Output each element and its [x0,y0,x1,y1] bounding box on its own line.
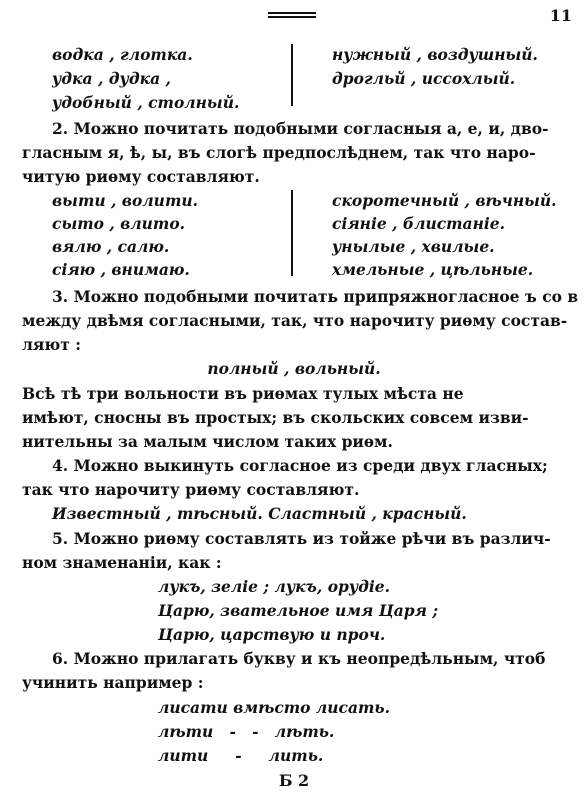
column-divider-1 [291,44,293,106]
paragraph-line: имѣют, сносны въ простых; въ скольских совсем изви- [22,408,529,427]
word-pair-left: сiяю , внимаю. [52,260,190,279]
word-pair-right: дрогльй , иссохлый. [332,69,516,88]
paragraph-line: 2. Можно почитать подобными согласныя а, е, и, дво- [52,119,549,138]
example-line: Известный , тѣсный. Сластный , красный. [52,504,467,523]
paragraph-line: 5. Можно риѳму составлять из тойже рѣчи въ различ- [52,529,551,548]
paragraph-line: 3. Можно подобными почитать припряжногласное ъ со в [52,287,579,306]
paragraph-line: 4. Можно выкинуть согласное из среди двух гласных; [52,456,548,475]
example-line: полный , вольный. [207,359,381,378]
word-pair-left: вялю , салю. [52,237,170,256]
word-pair-left: водка , глотка. [52,45,193,64]
paragraph-line: Всѣ тѣ три вольности въ риѳмах тулых мѣста не [22,384,464,403]
paragraph-line: нительны за малым числом таких риѳм. [22,432,393,451]
paragraph-line: 6. Можно прилагать букву и къ неопредѣльным, чтоб [52,649,546,668]
word-pair-left: удка , дудка , [52,69,171,88]
paragraph-line: так что нарочиту риѳму составляют. [22,480,360,499]
paragraph-line: ляют : [22,335,81,354]
word-pair-left: сыто , влито. [52,214,186,233]
word-pair-left: удобный , столный. [52,93,240,112]
word-pair-left: выти , волити. [52,191,199,210]
example-line: лити - лить. [158,746,324,765]
page-number: 11 [549,6,572,25]
header-double-rule [268,12,316,18]
word-pair-right: сiянiе , блистанiе. [332,214,506,233]
paragraph-line: между двѣмя согласными, так, что нарочиту риѳму состав- [22,311,568,330]
paragraph-line: ном знаменанiи, как : [22,553,222,572]
example-line: лѣти - - лѣть. [158,722,335,741]
word-pair-right: хмельные , цѣльные. [332,260,534,279]
example-line: Царю, царствую и проч. [158,625,386,644]
example-line: Царю, звательное имя Царя ; [158,601,439,620]
word-pair-right: нужный , воздушный. [332,45,538,64]
word-pair-right: скоротечный , вѣчный. [332,191,557,210]
paragraph-line: учинить например : [22,673,204,692]
column-divider-2 [291,190,293,276]
paragraph-line: читую риѳму составляют. [22,167,260,186]
example-line: лисати вмѣсто лисать. [158,698,391,717]
signature-mark: Б 2 [278,771,310,790]
word-pair-right: унылые , хвилые. [332,237,495,256]
example-line: лукъ, зелiе ; лукъ, орудiе. [158,577,391,596]
paragraph-line: гласным я, ѣ, ы, въ слогѣ предпослѣднем, так что наро- [22,143,536,162]
